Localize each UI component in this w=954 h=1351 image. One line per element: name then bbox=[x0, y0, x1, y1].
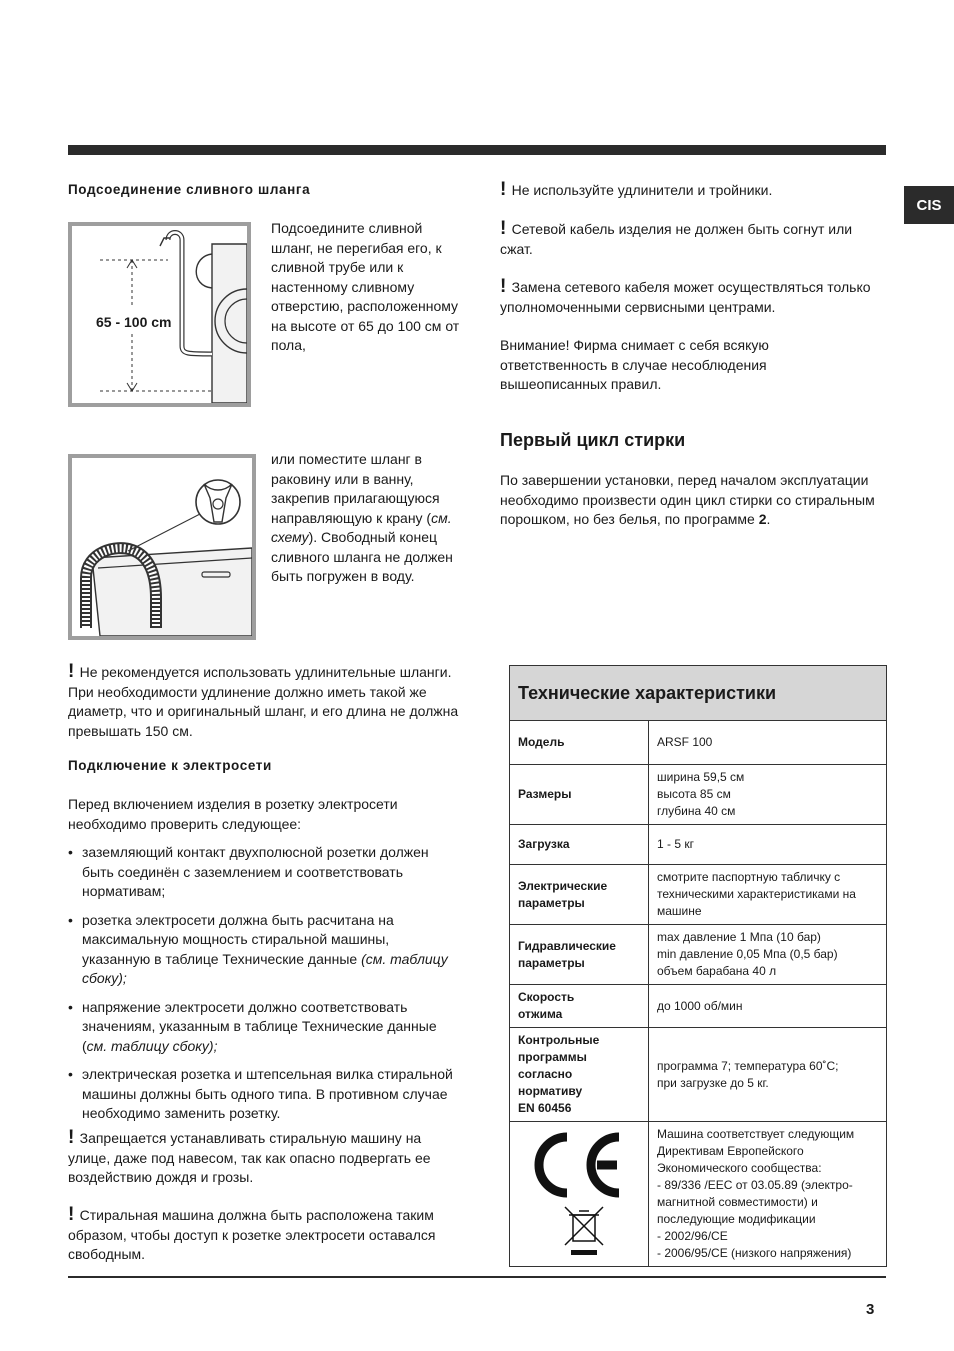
spec-value: ARSF 100 bbox=[649, 721, 887, 765]
spec-value: до 1000 об/мин bbox=[649, 985, 887, 1028]
warning-outdoor bbox=[68, 1129, 460, 1188]
ce-marks-cell bbox=[510, 1122, 649, 1267]
spec-value: смотрите паспортную табличку с техническими характеристиками на машине bbox=[649, 865, 887, 925]
electric-heading: Подключение к электросети bbox=[68, 758, 272, 773]
spec-key-line: Контрольные bbox=[518, 1033, 600, 1047]
warning-icon: ! bbox=[68, 1127, 80, 1148]
spec-key bbox=[510, 925, 649, 985]
spec-line: объем барабана 40 л bbox=[657, 964, 777, 978]
spec-key-line: Электрические bbox=[518, 878, 608, 893]
spec-key bbox=[510, 865, 649, 925]
electric-checklist bbox=[68, 843, 460, 1133]
list-item-italic: (см. таблицу сбоку); bbox=[82, 950, 448, 986]
spec-line: при загрузке до 5 кг. bbox=[657, 1075, 769, 1090]
spec-line: программа 7; температура 60˚С; bbox=[657, 1058, 839, 1073]
spec-key-line: согласно bbox=[518, 1067, 573, 1081]
spec-key-line: EN 60456 bbox=[518, 1101, 572, 1115]
table-row bbox=[510, 765, 887, 825]
table-row bbox=[510, 865, 887, 925]
sink-hose-illustration bbox=[72, 458, 252, 636]
weee-bin-icon bbox=[565, 1207, 603, 1255]
ce-mark-icon bbox=[531, 1127, 627, 1257]
first-cycle-body: По завершении установки, перед началом эксплуатации необходимо произвести один цикл стирки со стиральным порошком, но без белья, по программе bbox=[500, 472, 875, 527]
warning-icon: ! bbox=[500, 179, 512, 200]
spec-key-line: Скорость bbox=[518, 990, 575, 1004]
spec-key: Модель bbox=[510, 721, 649, 765]
spec-line: высота 85 см bbox=[657, 787, 731, 801]
hose-sink-figure bbox=[68, 454, 256, 640]
warning-cable-replace-text: Замена сетевого кабеля может осуществляться только уполномоченными сервисными центрами. bbox=[500, 279, 871, 315]
warning-extension-text: Не используйте удлинители и тройники. bbox=[511, 182, 773, 198]
warning-access bbox=[68, 1206, 460, 1265]
warning-cable-bend bbox=[500, 220, 886, 259]
spec-line: Машина соответствует следующим Директивам Европейского Экономического сообщества: bbox=[657, 1127, 855, 1175]
table-row bbox=[510, 1028, 887, 1122]
drain-text-1: Подсоедините сливной шланг, не перегибая его, к сливной трубе или к настенному сливному отверстию, расположенному на высоте от 65 до 100 см от пола, bbox=[271, 220, 460, 353]
program-number: 2 bbox=[758, 511, 767, 527]
list-item: • электрическая розетка и штепсельная вилка стиральной машины должны быть одного типа. В противном случае необходимо заменить розетку. bbox=[68, 1065, 460, 1124]
warning-hoses-text: Не рекомендуется использовать удлинительные шланги. При необходимости удлинение должно иметь такой же диаметр, что и оригинальный шланг, и его длина не должна превышать 150 см. bbox=[68, 664, 459, 739]
list-item-text: розетка электросети должна быть расчитана на максимальную мощность стиральной машины, указанную в таблице Технические данные bbox=[82, 911, 394, 967]
electric-intro: Перед включением изделия в розетку электросети необходимо проверить следующее: bbox=[68, 796, 398, 832]
list-item-text: напряжение электросети должно соответствовать значениям, указанным в таблице Технические данные ( bbox=[82, 998, 437, 1054]
spec-line: ширина 59,5 см bbox=[657, 770, 745, 784]
spec-key-line: нормативу bbox=[518, 1084, 583, 1098]
table-row bbox=[510, 721, 887, 765]
language-tab: CIS bbox=[904, 186, 954, 224]
warning-cable-replace bbox=[500, 278, 886, 317]
first-cycle-text bbox=[500, 471, 888, 530]
table-row bbox=[510, 925, 887, 985]
spec-line: max давление 1 Мпа (10 бар) bbox=[657, 930, 821, 944]
drain-heading: Подсоединение сливного шланга bbox=[68, 182, 311, 197]
drain-text-2-italic: см. схему bbox=[271, 509, 452, 545]
first-cycle-heading: Первый цикл стирки bbox=[500, 430, 686, 450]
spec-key: Размеры bbox=[510, 765, 649, 825]
specs-table bbox=[509, 665, 887, 1267]
drain-text-2 bbox=[271, 450, 461, 587]
bottom-rule bbox=[68, 1276, 886, 1278]
list-item bbox=[68, 998, 460, 1057]
warning-extension bbox=[500, 181, 886, 201]
top-rule bbox=[68, 145, 886, 155]
spec-key-line: параметры bbox=[518, 955, 585, 970]
spec-value bbox=[649, 1122, 887, 1267]
warning-outdoor-text: Запрещается устанавливать стиральную машину на улице, даже под навесом, так как опасно подвергать ее воздействию дождя и грозы. bbox=[68, 1130, 431, 1185]
height-range-label: 65 - 100 cm bbox=[96, 314, 172, 330]
table-row bbox=[510, 825, 887, 865]
spec-line: глубина 40 см bbox=[657, 804, 736, 818]
spec-line: - 2002/96/CE bbox=[657, 1229, 728, 1243]
list-item-italic: см. таблицу сбоку); bbox=[86, 1037, 218, 1054]
first-cycle-dot: . bbox=[766, 511, 771, 527]
spec-value bbox=[649, 1028, 887, 1122]
spec-value bbox=[649, 925, 887, 985]
warning-hoses bbox=[68, 663, 460, 741]
table-row bbox=[510, 1122, 887, 1267]
drain-text-2-part-a: или поместите шланг в раковину или в ванну, закрепив прилагающуюся направляющую к крану ( bbox=[271, 451, 440, 526]
spec-key bbox=[510, 1028, 649, 1122]
spec-value: 1 - 5 кг bbox=[649, 825, 887, 865]
warning-cable-bend-text: Сетевой кабель изделия не должен быть согнут или сжат. bbox=[500, 221, 853, 257]
warning-access-text: Стиральная машина должна быть расположена таким образом, чтобы доступ к розетке электросети оставался свободным. bbox=[68, 1207, 436, 1262]
spec-key-line: программы bbox=[518, 1050, 587, 1064]
warning-icon: ! bbox=[68, 1204, 80, 1225]
spec-key bbox=[510, 985, 649, 1028]
spec-key-line: Гидравлические bbox=[518, 938, 616, 953]
table-row bbox=[510, 985, 887, 1028]
warning-icon: ! bbox=[500, 218, 512, 239]
spec-line: - 2006/95/CE (низкого напряжения) bbox=[657, 1246, 852, 1260]
specs-title: Технические характеристики bbox=[510, 666, 887, 721]
spec-key-line: отжима bbox=[518, 1007, 563, 1021]
spec-key-line: параметры bbox=[518, 895, 585, 910]
drain-height-figure bbox=[68, 222, 251, 407]
spec-key: Загрузка bbox=[510, 825, 649, 865]
liability-notice: Внимание! Фирма снимает с себя всякую ответственность в случае несоблюдения вышеописанных правил. bbox=[500, 337, 769, 392]
spec-line: - 89/336 /EEC от 03.05.89 (электро-магнитной совместимости) и последующие модификации bbox=[657, 1178, 853, 1226]
list-item: • заземляющий контакт двухполюсной розетки должен быть соединён с заземлением и соответствовать нормативам; bbox=[68, 843, 460, 902]
warning-icon: ! bbox=[500, 276, 512, 297]
warning-icon: ! bbox=[68, 661, 80, 682]
page-number: 3 bbox=[866, 1301, 875, 1318]
spec-line: min давление 0,05 Мпа (0,5 бар) bbox=[657, 947, 838, 961]
drain-text-2-part-b: ). Свободный конец сливного шланга не должен быть погружен в воду. bbox=[271, 529, 453, 584]
list-item bbox=[68, 911, 460, 989]
spec-value bbox=[649, 765, 887, 825]
